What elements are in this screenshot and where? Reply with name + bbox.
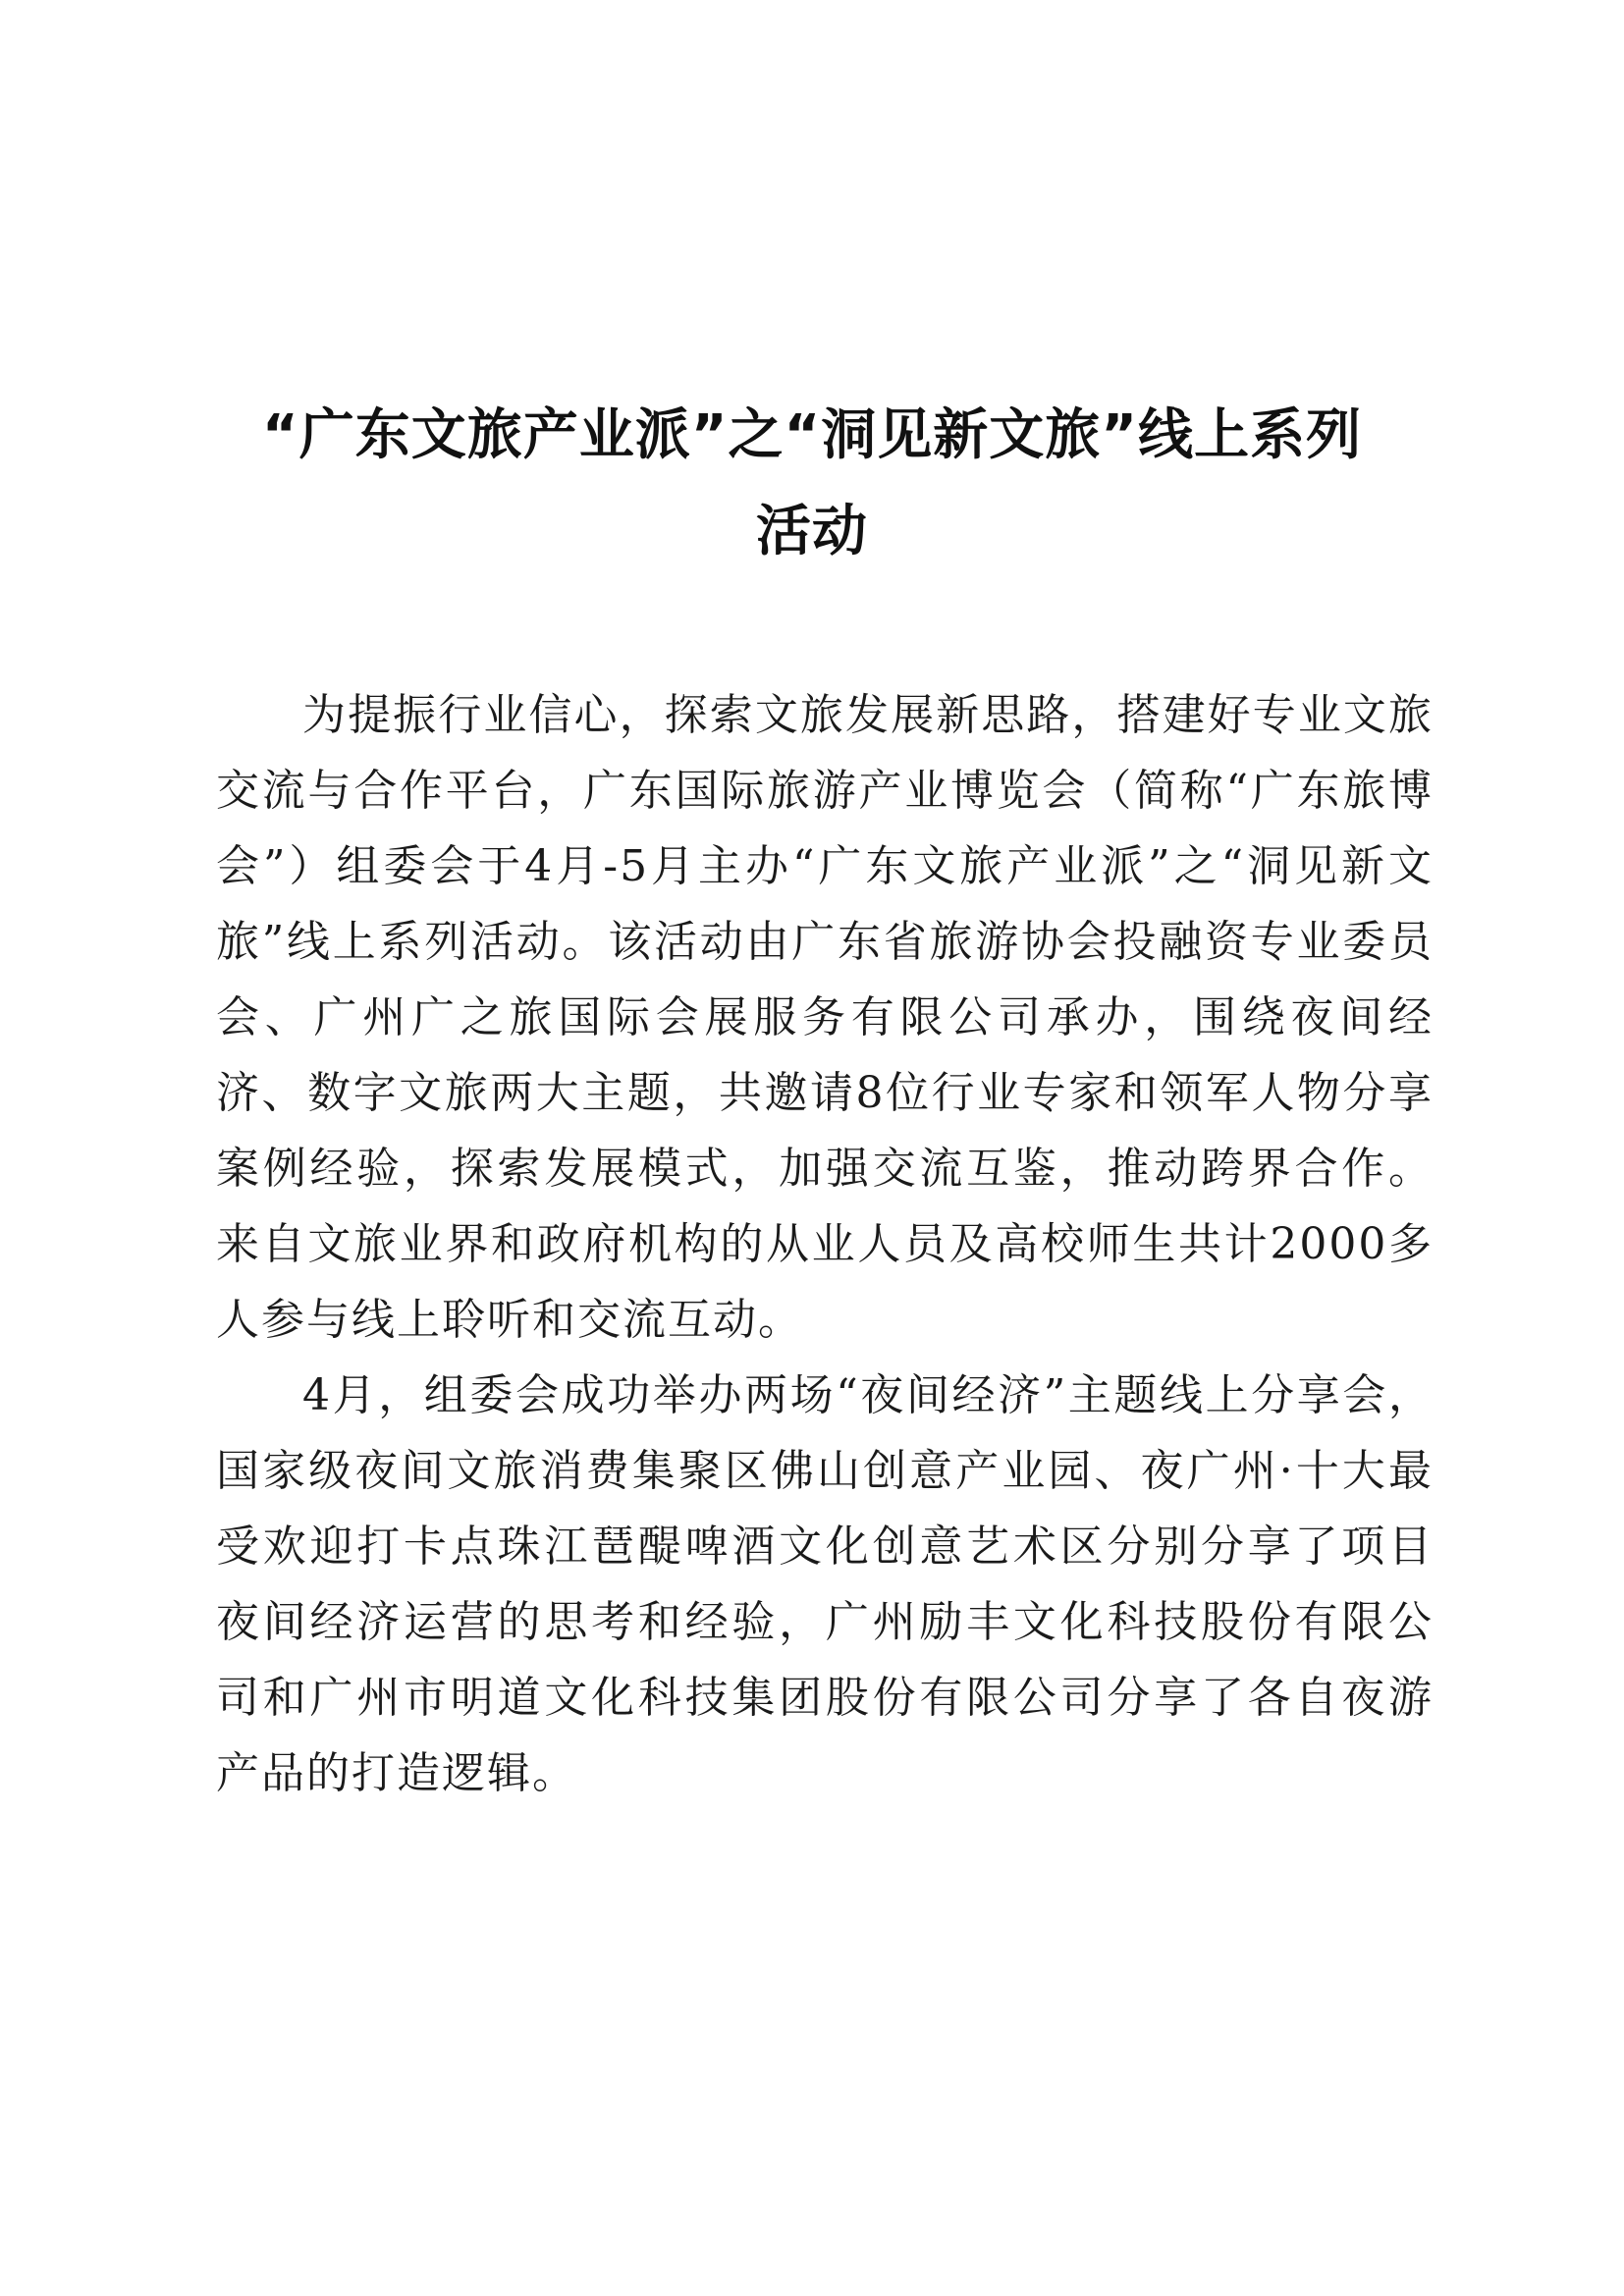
paragraph-1: 为提振行业信心，探索文旅发展新思路，搭建好专业文旅交流与合作平台，广东国际旅游产业博览会（简称“广东旅博会”）组委会于4月-5月主办“广东文旅产业派”之“洞见新文旅”线上系列活动。该活动由广东省旅游协会投融资专业委员会、广州广之旅国际会展服务有限公司承办，围绕夜间经济、数字文旅两大主题，共邀请8位行业专家和领军人物分享案例经验，探索发展模式，加强交流互鉴，推动跨界合作。来自文旅业界和政府机构的从业人员及高校师生共计2000多人参与线上聆听和交流互动。	[216, 690, 1434, 1345]
paragraph-2: 4月，组委会成功举办两场“夜间经济”主题线上分享会，国家级夜间文旅消费集聚区佛山创意产业园、夜广州·十大最受欢迎打卡点珠江琶醍啤酒文化创意艺术区分别分享了项目夜间经济运营的思考和经验，广州励丰文化科技股份有限公司和广州市明道文化科技集团股份有限公司分享了各自夜游产品的打造逻辑。	[216, 1370, 1434, 1798]
document-title	[196, 388, 1428, 580]
title-line-2: 活动	[756, 500, 868, 563]
title-line-1: “广东文旅产业派”之“洞见新文旅”线上系列	[261, 403, 1363, 467]
document-body	[216, 677, 1434, 1811]
